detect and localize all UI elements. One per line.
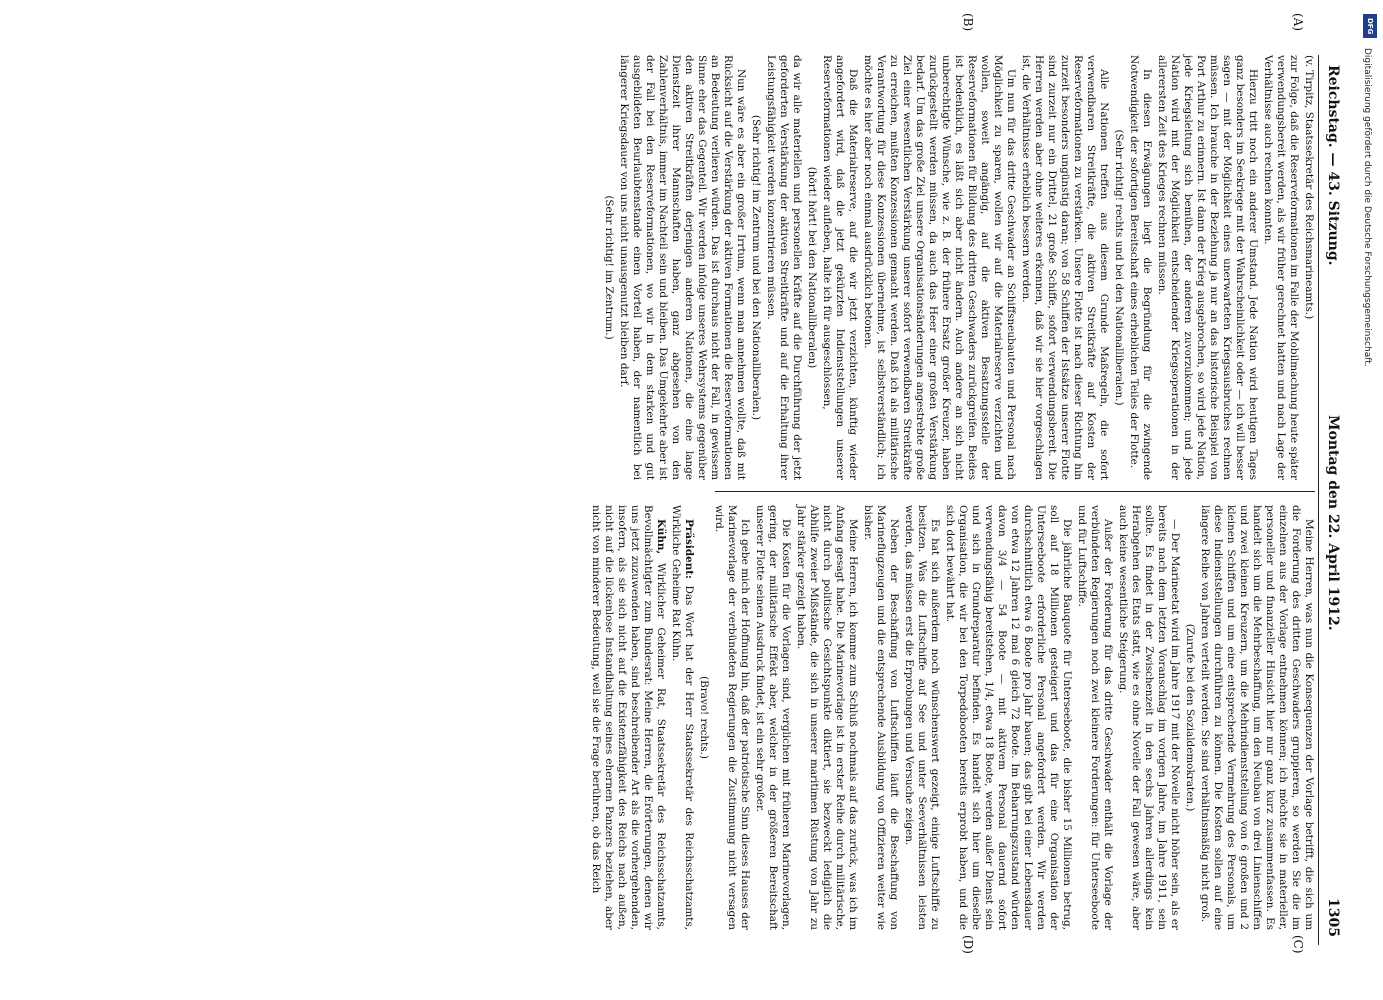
header-rule — [1318, 55, 1319, 945]
paragraph: In diesen Erwägungen liegt die Begründung für die zwingende Notwendigkeit der sofortigen Bereitschaft eines erheblichen Teiles der Flotte. — [1128, 55, 1153, 480]
margin-letter-c: (C) — [1291, 935, 1305, 954]
digitization-credit — [1362, 8, 1380, 998]
paragraph: Die Kosten für die Vorlagen sind, verglichen mit früheren Marinevorlagen, gering, der militärische Effekt aber, welcher in der größeren Bereitschaft unserer Flotte seinen Ausdruck findet, ist ein sehr großer. — [754, 505, 792, 930]
header-date: Montag den 22. April 1912. — [1325, 415, 1341, 631]
header-session: Reichstag. — 43. Sitzung. — [1325, 65, 1341, 266]
paragraph: Daß die Materialreserve, auf die wir jetzt verzichten, künftig wieder angefordert wird, daß die jetzt gekürzten Indienststellungen unserer Reserveformationen wieder aufleben, halte ich für ausgeschlossen, — [821, 55, 859, 480]
interjection: (Zurufe bei den Sozialdemokraten.) — [1184, 623, 1196, 812]
speaker-line: (v. Tirpitz, Staatssekretär des Reichsmarineamts.) — [1303, 55, 1315, 320]
paragraph: Meine Herren, ich komme zum Schluß nochmals auf das zurück, was ich im Anfang gesagt habe. Die Marinevorlage ist in erster Reihe durch militärische, nicht durch politische Gesichtspunkte diktiert, sie bezweckt lediglich die Abhilfe zweier Mißstände, die sich in unserer maritimen Rüstung von Jahr zu Jahr stärker gezeigt haben. — [795, 505, 859, 930]
header-page-number: 1305 — [1325, 898, 1341, 937]
paragraph: Außer der Forderung für das dritte Geschwader enthält die Vorlage der verbündeten Regierungen noch zwei kleinere Forderungen: für Unterseeboote und für Luftschiffe. — [1076, 505, 1114, 930]
paragraph: Ich gebe mich der Hoffnung hin, daß der patriotische Sinn dieses Hauses der Marinevorlage der verbündeten Regierungen die Zustimmung nicht versagen wird. — [713, 505, 751, 930]
speech-text: Wirklicher Geheimer Rat, Staatssekretär des Reichsschatzamts, Bevollmächtigter zum Bundesrat: Meine Herren, die Erörterungen, denen wir uns jetzt zuzuwenden haben, sind beschreibender Art als die vorhergehenden, insofern, als sie sich nicht auf die Existenzfähigkeit des Reichs nach außen, nicht auf die lückenlose Instandhaltung seines ehernen Panzers beziehen, aber nicht von minderer Bedeutung, weil sie die Frage berühren, ob das Reich — [590, 505, 667, 930]
speech-text: Das Wort hat der Herr Staatssekretär des Reichsschatzamts, Wirkliche Geheime Rat Kühn. — [670, 505, 695, 930]
dfg-logo: DFG — [1363, 14, 1377, 38]
paragraph: — Der Marineetat wird im Jahre 1917 mit der Novelle nicht höher sein, als er bereits nach dem letzten Voranschlag im vorigen Jahre, im Jahre 1911, sein sollte. Es findet in der Zwischenzeit in den sechs Jahren allerdings kein Herabgehen des Etats statt, wie es ohne Novelle der Fall gewesen wäre, aber auch keine wesentliche Steigerung. — [1117, 505, 1181, 930]
paragraph: Hierzu tritt noch ein anderer Umstand. Jede Nation wird heutigen Tages ganz besonders im Seekriege mit der Wahrscheinlichkeit oder — ich will besser sagen — mit der Möglichkeit eines unerwarteten Kriegsausbruches rechnen müssen. Ich brauche in der Beziehung ja nur an das historische Beispiel von Port Arthur zu erinnern. Ist dann der Krieg ausgebrochen, so wird jede Nation, jede Kriegsleitung sich bemühen, der anderen zuvorzukommen; und jede Nation wird mit der Möglichkeit entscheidender Kriegsoperationen in der allerersten Zeit des Krieges rechnen müssen. — [1156, 55, 1259, 480]
interjection: (Bravo! rechts.) — [698, 676, 710, 759]
paragraph: Es hat sich außerdem noch wünschenswert gezeigt, einige Luftschiffe zu besitzen. Was die Luftschiffe auf See und unter Seeverhältnissen leisten werden, das müssen erst die Erprobungen und Versuche zeigen. — [903, 505, 941, 930]
paragraph: Nun wäre es aber ein großer Irrtum, wenn man annehmen wollte, daß mit Rücksicht auf die Verstärkung der aktiven Formationen die Reserveformationen an Bedeutung verlieren würden. Das ist durchaus nicht der Fall, in gewissem Sinne eher das Gegenteil. Wir werden infolge unseres Wehrsystems gegenüber den aktiven Streitkräften derjenigen anderen Nationen, die eine lange Dienstzeit ihrer Mannschaften haben, ganz abgesehen von den Zahlenverhältnis, immer im Nachteil sein und bleiben. Das Umgekehrte aber ist der Fall bei den Reserveformationen, wo wir in dem starken und gut ausgebildeten Beurlaubtenstande einen Vorteil haben, der namentlich bei längerer Kriegsdauer von uns nicht unausgenutzt bleiben darf. — [618, 55, 747, 480]
paragraph: Die jährliche Bauquote für Unterseeboote, die bisher 15 Millionen betrug, soll auf 18 Millionen gesteigert und das für eine Organisation der Unterseeboote erforderliche Personal angefordert werden. Wir werden durchschnittlich etwa 6 Boote pro Jahr bauen; das gibt bei einer Lebensdauer von etwa 12 Jahren 12 mal 6 gleich 72 Boote. Im Beharrungszustand würden davon 3/4 — 54 Boote — mit aktivem Personal dauernd sofort verwendungsfähig bereitstehen, 1/4, etwa 18 Boote, werden außer Dienst sein und sich in Grundreparatur befinden. Es handelt sich hier um dieselbe Organisation, die wir bei den Torpedobooten bereits erprobt haben, und die sich dort bewährt hat. — [944, 505, 1073, 930]
margin-letter-d: (D) — [961, 935, 975, 954]
paragraph: Neben der Beschaffung von Luftschiffen läuft die Beschaffung von Marineflugzeugen und die entsprechende Ausbildung von Offizieren weiter wie bisher. — [862, 505, 900, 930]
interjection: (Sehr richtig! im Zentrum und bei den Nationalliberalen.) — [750, 114, 762, 421]
paragraph — [669, 505, 695, 930]
margin-letter-a: (A) — [1291, 13, 1305, 32]
left-column — [603, 55, 1315, 480]
interjection: (Sehr richtig! im Zentrum.) — [603, 195, 615, 340]
paragraph: Meine Herren, was nun die Konsequenzen der Vorlage betrifft, die sich um die Forderung des dritten Geschwaders gruppieren, so werden Sie die im einzelnen aus der Vorlage entnehmen können; ich möchte sie in materieller, personeller und finanzieller Hinsicht hier nur ganz kurz zusammenfassen. Es handelt sich um die Mehrbeschaffung, um den Neubau von drei Linienschiffen und zwei kleinen Kreuzern, um die Mehrindienststellung von 6 großen und 2 kleinen Schiffen und um eine entsprechende Vermehrung des Personals, um diese Indienststellungen durchführen zu können. Die Kosten sollen auf eine längere Reihe von Jahren verteilt werden. Sie sind verhältnismäßig nicht groß. — [1199, 505, 1315, 930]
rotated-page — [90, 13, 1345, 954]
credit-text: Digitalisierung gefördert durch die Deutsche Forschungsgemeinschaft. — [1362, 48, 1372, 367]
speaker-name: Präsident: — [683, 519, 695, 579]
paragraph: Um nun für das dritte Geschwader an Schiffsneubauten und Personal nach Möglichkeit zu sparen, wollen wir auf die Materialreserve verzichten und wollen, soweit angängig, auf die aktiven Besatzungsstelle der Reserveformationen für Bildung des dritten Geschwaders zurückgreifen. Beides ist bedenklich, es läßt sich aber nicht ändern. Auch andere an sich nicht unberechtigte Wünsche, wie z. B. der frühere Ersatz großer Kreuzer, haben zurückgestellt werden müssen, da auch das Heer einer großen Verstärkung bedarf. Um das große Ziel unsere Organisationsänderungen angestrebte große Ziel einer wesentlichen Verstärkung unserer sofort verwendbaren Streitkräfte zu erreichen, mußten Konzessionen gemacht werden. Daß ich als militärische Verantwortung für diese Konzessionen übernehme, ist selbstverständlich; ich möchte es hier aber noch einmal ausdrücklich betonen. — [862, 55, 1017, 480]
paragraph: Alle Nationen treffen aus diesem Grunde Maßregeln, die sofort verwendbaren Streitkräfte, die aktiven Streitkräfte auf Kosten der Reserveformationen zu verstärken. Unsere Flotte ist nach dieser Richtung hin zurzeit besonders ungünstig daran; von 58 Schiffen der Istsätze unserer Flotte sind zurzeit nur ein Drittel, 21 große Schiffe, sofort verwendungsbereit. Die Herren werden aber ohne weiteres erkennen, daß wir sie hier vorgeschlagen ist, die Verhältnisse erheblich bessern werden. — [1020, 55, 1110, 480]
paragraph: da wir alle materiellen und personellen Kräfte auf die Durchführung der jetzt geforderten Verstärkung der aktiven Streitkräfte und auf die Erhaltung ihrer Leistungsfähigkeit werden konzentrieren müssen. — [765, 55, 803, 480]
speaker-name: Kühn, — [655, 519, 667, 555]
paragraph — [589, 505, 667, 930]
column-divider — [715, 491, 1315, 492]
page-header — [1319, 55, 1345, 945]
right-column — [590, 505, 1315, 930]
interjection: (Sehr richtig! rechts und bei den Nationalliberalen.) — [1113, 129, 1125, 406]
paragraph: zur Folge, daß die Reserveformationen im Falle der Mobilmachung heute später verwendungsbereit werden, als wir früher gerechnet hatten und nach Lage der Verhältnisse auch rechnen konnten. — [1262, 55, 1300, 480]
interjection: (hört! hört! bei den Nationalliberalen) — [806, 166, 818, 369]
margin-letter-b: (B) — [961, 13, 975, 32]
